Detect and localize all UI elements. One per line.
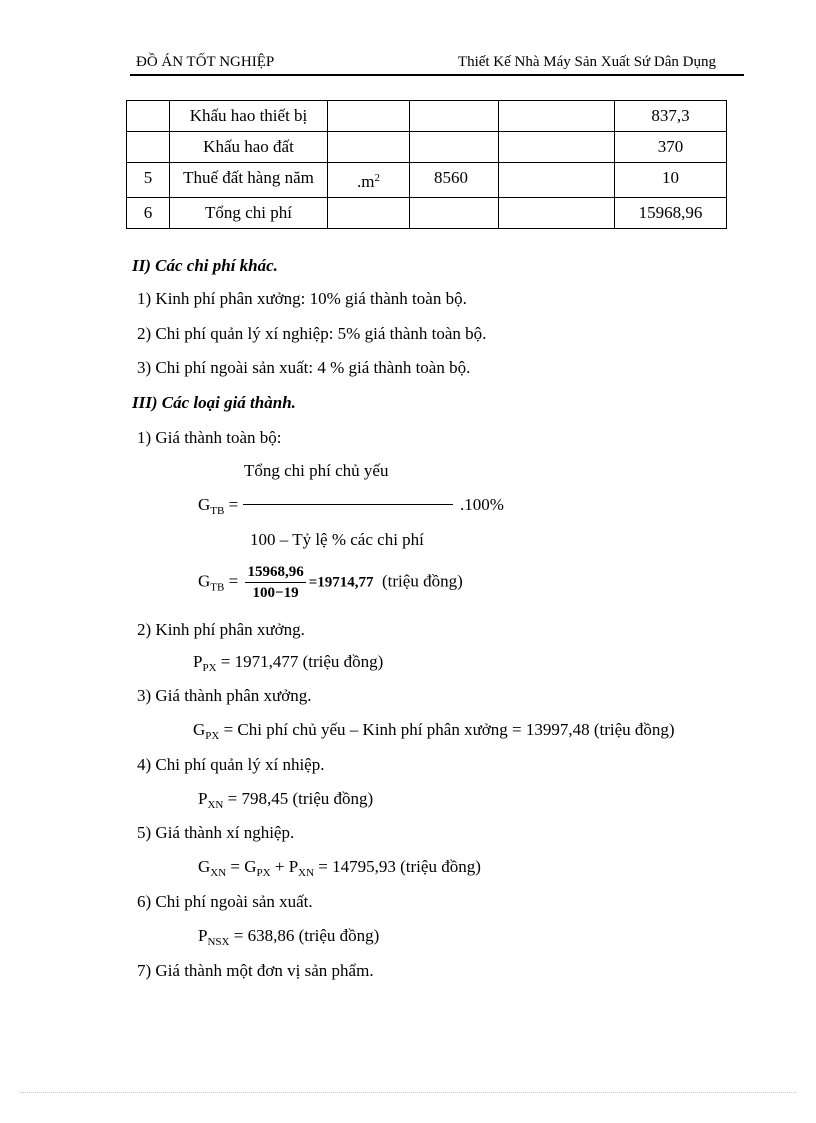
table-row <box>127 101 727 132</box>
cell-item: Khấu hao thiết bị <box>170 101 328 132</box>
cell-qty <box>410 132 499 163</box>
cell-total: 370 <box>615 132 727 163</box>
eq3-rest: = Chi phí chủ yếu – Kinh phí phân xưởng = 13997,48 (triệu đồng) <box>219 720 675 739</box>
formula-equals: = <box>228 495 239 514</box>
cell-no: 6 <box>127 198 170 229</box>
table-row <box>127 132 727 163</box>
cell-qty <box>410 101 499 132</box>
page-header <box>130 52 744 76</box>
calc-denominator: 100−19 <box>252 585 299 601</box>
section-3-item-5: 5) Giá thành xí nghiệp. <box>137 823 295 842</box>
eq4-rest: = 798,45 (triệu đồng) <box>223 789 374 808</box>
eq5-subscript-3: XN <box>298 867 315 879</box>
cell-unit <box>328 198 410 229</box>
unit-text: .m <box>357 172 375 191</box>
section-3-item-2: 2) Kinh phí phân xưởng. <box>137 620 305 639</box>
section-3-item-3: 3) Giá thành phân xưởng. <box>137 686 312 705</box>
section-2-heading: II) Các chi phí khác. <box>132 256 278 275</box>
cell-price <box>499 132 615 163</box>
eq2-symbol: P <box>193 652 203 671</box>
calc-result: =19714,77 <box>308 574 374 591</box>
eq5-subscript: XN <box>210 867 227 879</box>
calc-numerator: 15968,96 <box>245 562 305 583</box>
calc-lhs-symbol: G <box>198 571 211 591</box>
cell-price <box>499 163 615 198</box>
header-left-title: ĐỒ ÁN TỐT NGHIỆP <box>136 54 275 70</box>
section-3-item-6: 6) Chi phí ngoài sản xuất. <box>137 892 313 911</box>
eq3-symbol: G <box>193 720 206 739</box>
cell-item: Thuế đất hàng năm <box>170 163 328 198</box>
formula-lhs-subscript: TB <box>210 505 225 517</box>
section-3-item-1: 1) Giá thành toàn bộ: <box>137 428 282 447</box>
cell-no: 5 <box>127 163 170 198</box>
cost-table <box>126 100 727 229</box>
calc-fraction <box>245 562 305 603</box>
section-2-item-2: 2) Chi phí quản lý xí nghiệp: 5% giá thành toàn bộ. <box>137 324 487 343</box>
eq6-symbol: P <box>198 926 208 945</box>
cell-unit <box>328 132 410 163</box>
eq3-subscript: PX <box>205 730 220 742</box>
cell-price <box>499 101 615 132</box>
cell-item: Tổng chi phí <box>170 198 328 229</box>
cell-price <box>499 198 615 229</box>
cell-qty: 8560 <box>410 163 499 198</box>
section-2-item-1: 1) Kinh phí phân xưởng: 10% giá thành toàn bộ. <box>137 289 467 308</box>
cell-total: 10 <box>615 163 727 198</box>
eq6-rest: = 638,86 (triệu đồng) <box>229 926 380 945</box>
cell-no <box>127 132 170 163</box>
formula-numerator: Tổng chi phí chủ yếu <box>244 461 389 480</box>
calc-equals: = <box>228 571 239 591</box>
section-3-item-4: 4) Chi phí quản lý xí nhiệp. <box>137 755 325 774</box>
eq2-subscript: PX <box>202 662 217 674</box>
equation-2 <box>193 652 383 674</box>
page-bottom-dotted-line <box>20 1092 796 1093</box>
eq5-rest: = 14795,93 (triệu đồng) <box>314 857 481 876</box>
cell-unit <box>328 101 410 132</box>
calc-equation <box>198 562 463 603</box>
formula-lhs <box>198 495 238 517</box>
eq6-subscript: NSX <box>207 936 230 948</box>
eq4-subscript: XN <box>207 799 224 811</box>
eq4-symbol: P <box>198 789 208 808</box>
calc-unit: (triệu đồng) <box>382 571 463 591</box>
section-3-item-7: 7) Giá thành một đơn vị sản phẩm. <box>137 961 374 980</box>
formula-denominator: 100 – Tỷ lệ % các chi phí <box>250 530 424 549</box>
cell-item: Khấu hao đất <box>170 132 328 163</box>
eq2-rest: = 1971,477 (triệu đồng) <box>216 652 384 671</box>
cell-qty <box>410 198 499 229</box>
calc-lhs-subscript: TB <box>210 581 225 594</box>
section-3-heading: III) Các loại giá thành. <box>132 393 296 412</box>
eq5-mid-2: + P <box>270 857 299 876</box>
cell-total: 15968,96 <box>615 198 727 229</box>
formula-lhs-symbol: G <box>198 495 211 514</box>
equation-6 <box>198 926 379 948</box>
equation-4 <box>198 789 373 811</box>
cell-total: 837,3 <box>615 101 727 132</box>
equation-5 <box>198 857 481 879</box>
cell-no <box>127 101 170 132</box>
table-row <box>127 163 727 198</box>
table-row <box>127 198 727 229</box>
eq5-subscript-2: PX <box>256 867 271 879</box>
unit-superscript: 2 <box>374 172 380 184</box>
formula-suffix: .100% <box>460 495 504 514</box>
cell-unit <box>328 163 410 198</box>
fraction-line <box>243 504 453 505</box>
header-right-title: Thiết Kế Nhà Máy Sản Xuất Sứ Dân Dụng <box>457 54 716 70</box>
section-2-item-3: 3) Chi phí ngoài sản xuất: 4 % giá thành toàn bộ. <box>137 358 471 377</box>
equation-3 <box>193 720 675 742</box>
eq5-mid: = G <box>226 857 257 876</box>
eq5-symbol: G <box>198 857 211 876</box>
